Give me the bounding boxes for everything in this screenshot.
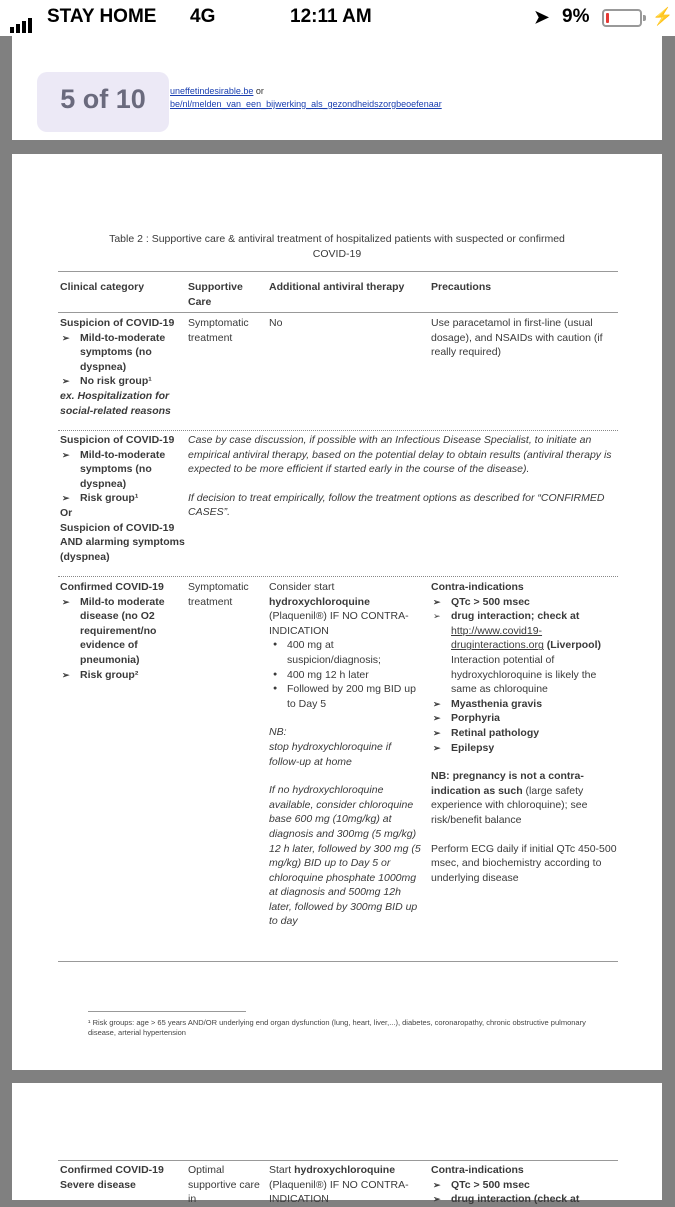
table-caption: Table 2 : Supportive care & antiviral treatment of hospitalized patients with suspected or confirmed COVID-19 (109, 233, 565, 260)
row1-precautions: Use paracetamol in first-line (usual dosage), and NSAIDs with caution (if really required) (431, 317, 603, 359)
report-link-fr[interactable]: uneffetindesirable.be (170, 86, 254, 96)
header-clinical-category: Clinical category (60, 281, 145, 293)
list-item: ➢ Myasthenia gravis (431, 697, 621, 712)
report-link-nl[interactable]: be/nl/melden_van_een_bijwerking_als_gezondheidszorgbeoefenaar (170, 99, 442, 109)
header-supportive-care: Supportive Care (188, 281, 243, 308)
list-item: ➢ No risk group¹ (60, 374, 186, 389)
charging-icon: ⚡ (652, 7, 674, 26)
list-item: ➢ Risk group² (60, 668, 186, 683)
row1-category: Suspicion of COVID-19 ➢ Mild-to-moderate symptoms (no dyspnea) ➢ No risk group¹ ex. Hospitalization for social-related reasons (60, 316, 186, 418)
location-icon: ➤ (534, 7, 550, 27)
list-item: ➢ QTc > 500 msec (431, 595, 621, 610)
list-item: ➢ Risk group¹ (60, 491, 186, 506)
page-indicator-text: 5 of 10 (60, 84, 146, 114)
network-type: 4G (190, 6, 216, 27)
list-item: ➢ Retinal pathology (431, 726, 621, 741)
next-page (12, 1083, 662, 1206)
list-item: ➢ Mild-to moderate disease (no O2 requirement/no evidence of pneumonia) (60, 595, 186, 668)
battery-icon (602, 9, 642, 27)
row2-category: Suspicion of COVID-19 ➢ Mild-to-moderate symptoms (no dyspnea) ➢ Risk group¹ Or Suspicion of COVID-19 AND alarming symptoms (dyspnea) (60, 433, 186, 564)
list-item: ➢ Epilepsy (431, 741, 621, 756)
row3-therapy: Consider start hydroxychloroquine (Plaquenil®) IF NO CONTRA-INDICATION ● 400 mg at suspicion/diagnosis; ● 400 mg 12 h later ● Followed by 200 mg BID up to Day 5 NB: stop hydroxychloroquine if follow-up at home If no hydroxychloroquine available, consider chloroquine base 600 mg (10mg/kg) at diagnosis and 300mg (5 mg/kg) 12 h later, followed by 300 mg (5 mg/kg) BID up to Day 5 or chloroquine phosphate 1000mg at diagnosis and 500mg 12h later, followed by 300mg BID up to day (269, 580, 421, 929)
row1-care: Symptomatic treatment (188, 317, 249, 344)
header-antiviral-therapy: Additional antiviral therapy (269, 281, 405, 293)
list-item: ➢ QTc > 500 msec (431, 1178, 621, 1193)
next-row-care: Optimal supportive care in (188, 1164, 260, 1206)
row1-note: ex. Hospitalization for social-related reasons (60, 389, 171, 417)
druginteractions-link[interactable]: http://www.covid19-druginteractions.org (451, 624, 544, 652)
clock: 12:11 AM (290, 6, 372, 27)
list-item: ➢ Porphyria (431, 711, 621, 726)
signal-icon (10, 11, 34, 33)
carrier-name: STAY HOME (47, 6, 157, 27)
row2-therapy: Case by case discussion, if possible with an Infectious Disease Specialist, to initiate an empirical antiviral therapy, based on the potential delay to obtain results (antiviral therapy is expected to be more efficient if started early in the course of the disease). If decision to treat empirically, follow the treatment options as described for “CONFIRMED CASES”. (188, 434, 612, 519)
dose-item: ● 400 mg 12 h later (269, 668, 421, 683)
status-bar (0, 0, 675, 36)
next-row-precautions: Contra-indications ➢ QTc > 500 msec ➢ drug interaction (check at (431, 1163, 621, 1207)
battery-percent: 9% (562, 6, 590, 27)
next-row-therapy: Start hydroxychloroquine (Plaquenil®) IF NO CONTRA-INDICATION (269, 1164, 409, 1206)
row3-care: Symptomatic treatment (188, 581, 249, 608)
document-page (12, 154, 662, 1070)
row1-therapy: No (269, 317, 283, 329)
next-row-category: Confirmed COVID-19 Severe disease (60, 1164, 164, 1191)
report-links (170, 86, 264, 96)
dose-item: ● 400 mg at suspicion/diagnosis; (269, 638, 421, 667)
list-item: ➢ Mild-to-moderate symptoms (no dyspnea) (60, 448, 186, 492)
row3-precautions: Contra-indications ➢ QTc > 500 msec ➢ drug interaction; check at http://www.covid19-druginteractions.org (Liverpool) Interaction potential of hydroxychloroquine is likely the same as chloroquine ➢ Myasthenia gravis ➢ Porphyria ➢ Retinal pathology ➢ Epilepsy NB: pregnancy is not a contra-indication as such (large safety experience with chloroquine); see risk/benefit balance Perform ECG daily if initial QTc 450-500 msec, and biochemistry according to underlying disease (431, 580, 621, 885)
row3-category: Confirmed COVID-19 ➢ Mild-to moderate disease (no O2 requirement/no evidence of pneumonia) ➢ Risk group² (60, 580, 186, 682)
page-indicator (37, 72, 169, 132)
list-item: ➢ Mild-to-moderate symptoms (no dyspnea) (60, 331, 186, 375)
dose-item: ● Followed by 200 mg BID up to Day 5 (269, 682, 421, 711)
list-item: ➢ drug interaction (check at (431, 1192, 621, 1207)
or-text: or (255, 86, 264, 96)
header-precautions: Precautions (431, 281, 492, 293)
footnote: ¹ Risk groups: age > 65 years AND/OR underlying end organ dysfunction (lung, heart, liver,...), diabetes, coronaropathy, chronic obstructive pulmonary disease, arterial hypertension (88, 1018, 586, 1037)
